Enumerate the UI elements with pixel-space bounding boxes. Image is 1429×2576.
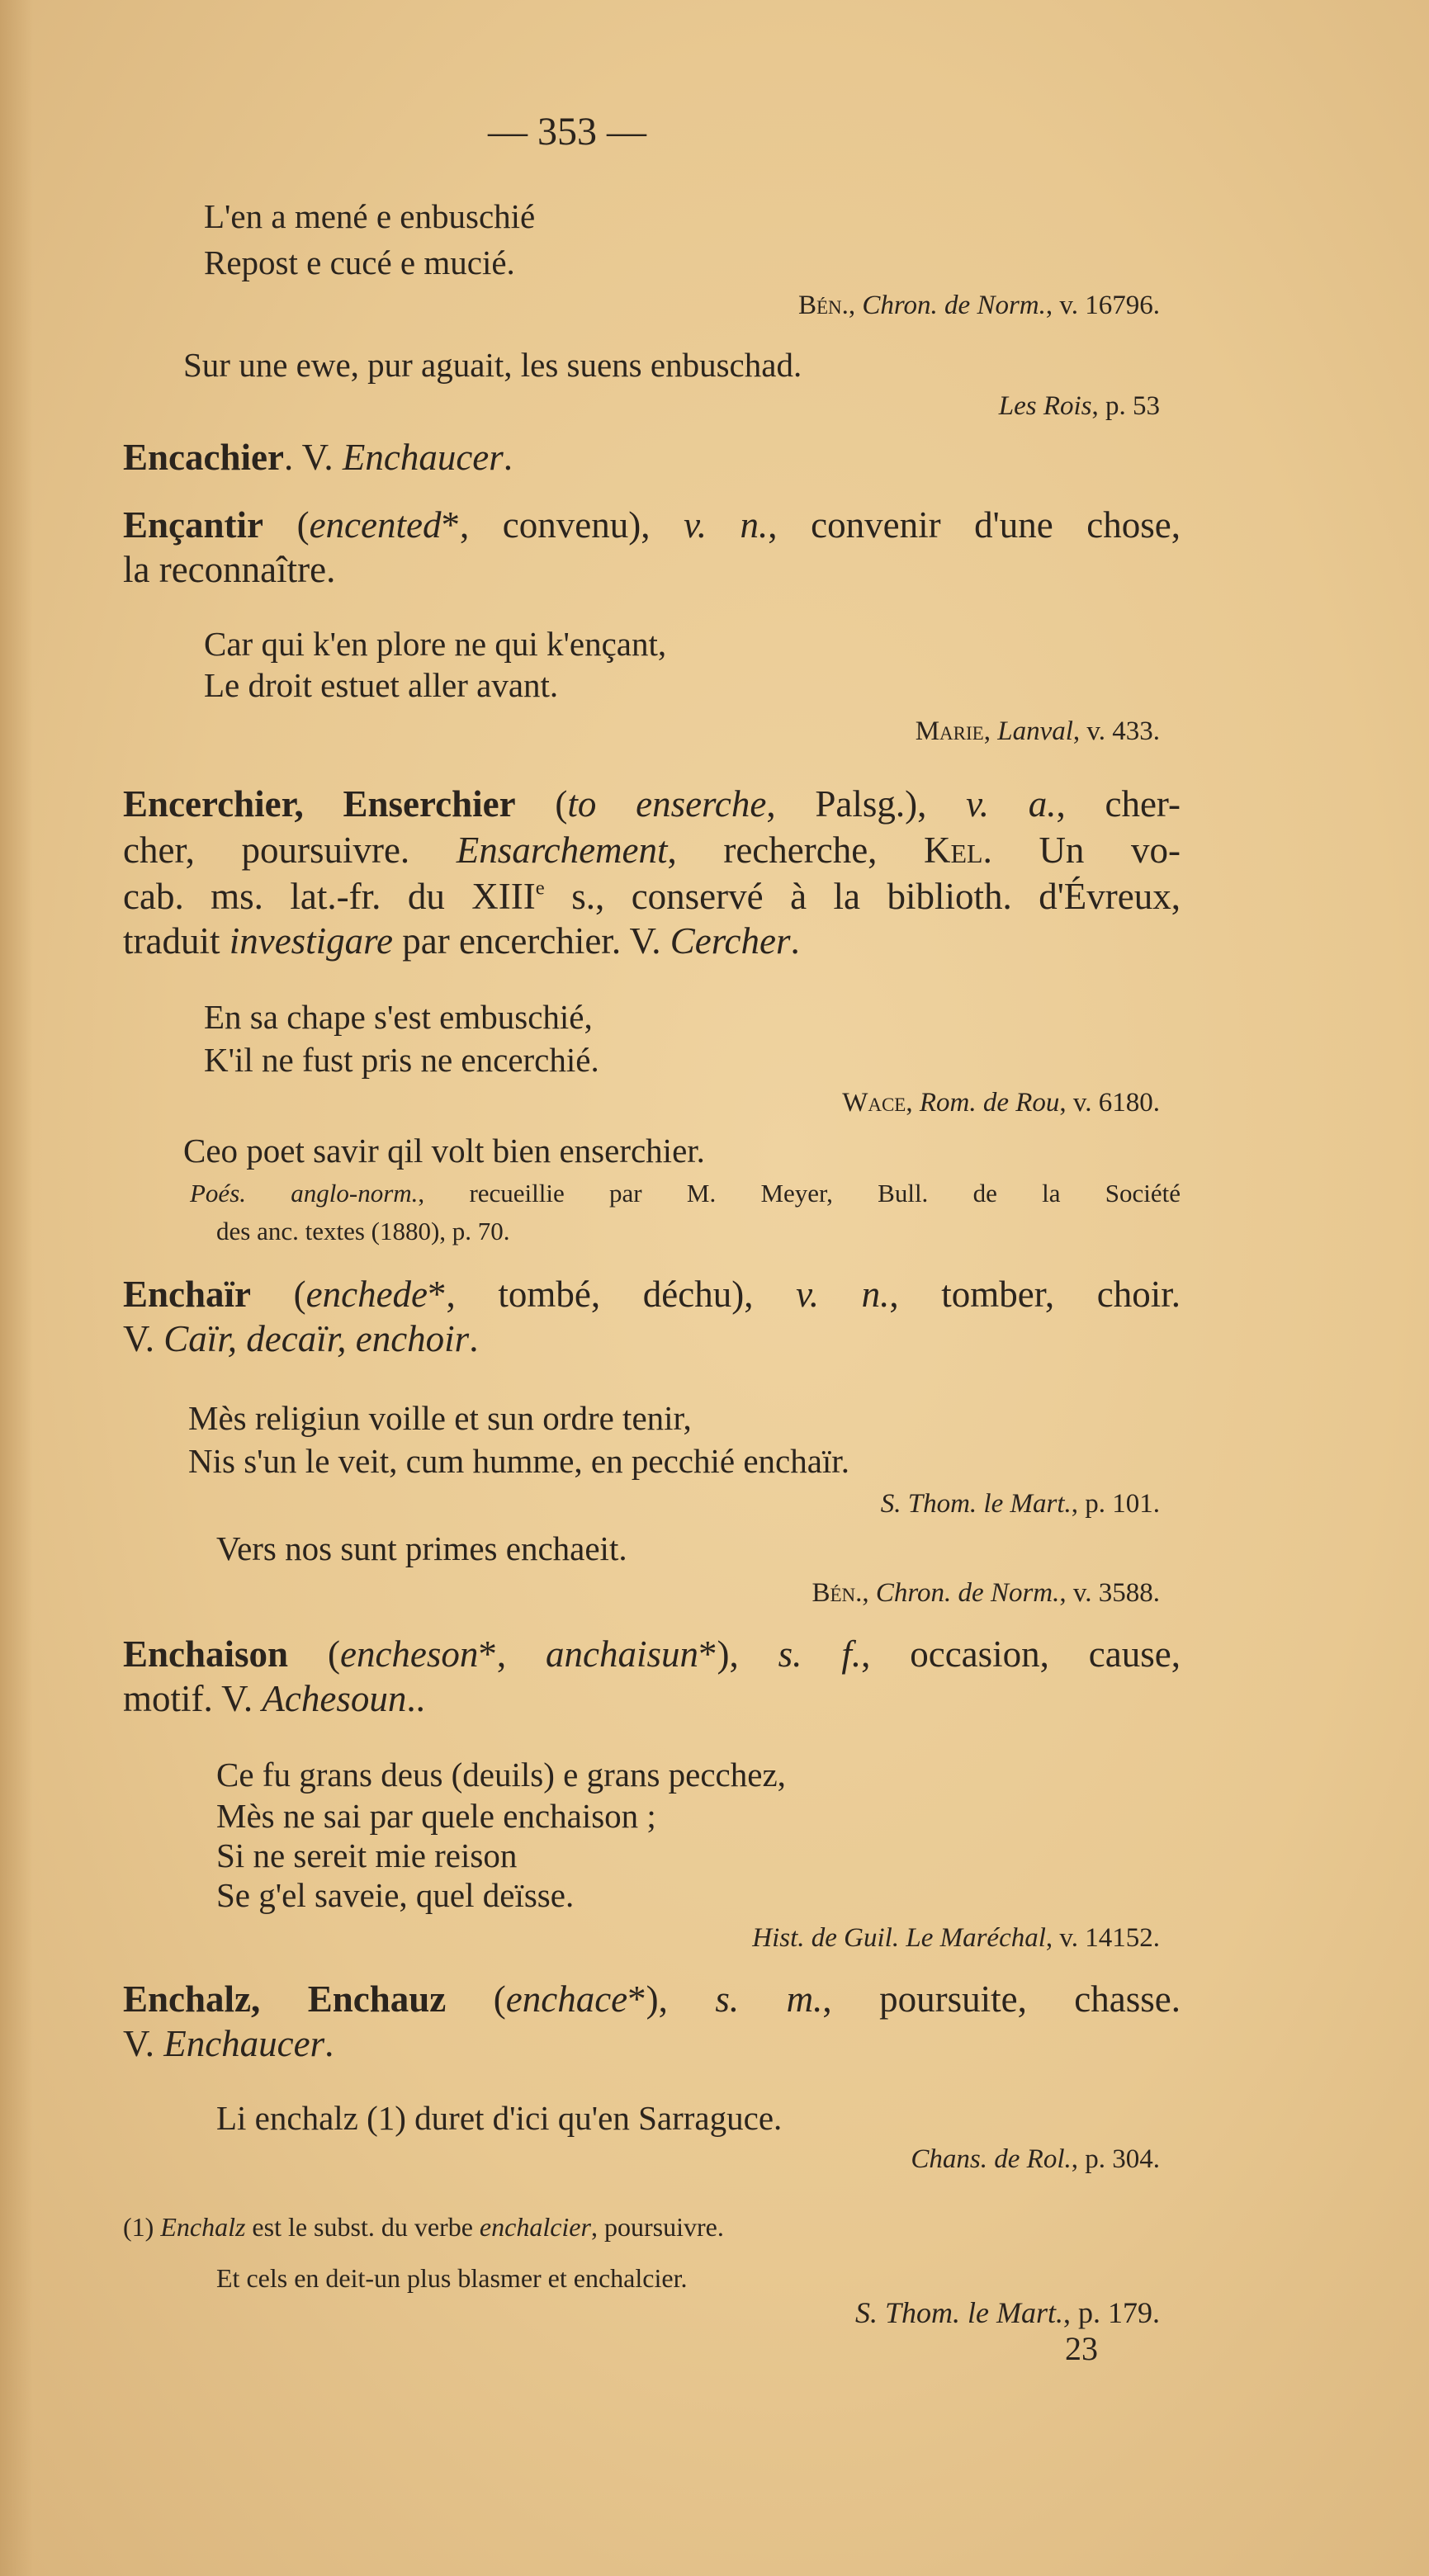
latin-word: investigare [229, 920, 393, 962]
verse-line: Si ne sereit mie reison [216, 1836, 518, 1874]
citation-work: Chron. de Norm. [862, 291, 1046, 320]
entry-line [123, 872, 1181, 921]
entry-enchaison [123, 1629, 1181, 1679]
entry-text: . [503, 437, 513, 478]
entry-enchalz [123, 1974, 1181, 2024]
citation-author: Bén. [798, 291, 849, 320]
entry-text: ( [288, 1633, 340, 1675]
verse-line: Sur une ewe, pur aguait, les suens enbuschad. [183, 346, 802, 384]
footnote-mark: (1) [123, 2212, 161, 2242]
entry-text: *, tombé, déchu), [428, 1274, 797, 1315]
citation-work: Chron. de Norm. [875, 1578, 1060, 1608]
entry-encachier [123, 432, 1181, 482]
entry-text: cab. ms. lat.-fr. du XIII [123, 876, 536, 917]
headword: Ençantir [123, 504, 264, 546]
citation-work: Hist. de Guil. Le Maréchal [752, 1923, 1046, 1953]
etymon: encheson [339, 1633, 479, 1675]
entry-text: s., conservé à la biblioth. d'Évreux, [544, 876, 1181, 917]
citation-ref: , v. 433. [1072, 716, 1160, 746]
entry-text: .. [406, 1678, 425, 1719]
entry-text: , cher- [1056, 783, 1181, 825]
entry-text: , poursuite, chasse. [822, 1978, 1181, 2020]
entry-text: , tomber, choir. [889, 1274, 1181, 1315]
citation-sep: , [906, 1088, 920, 1118]
entry-text: . [469, 1318, 479, 1359]
citation-author: Wace [842, 1088, 906, 1118]
verse-line: Ceo poet savir qil volt bien enserchier. [183, 1132, 705, 1170]
footnote [123, 2202, 724, 2252]
citation-ref: , v. 14152. [1045, 1923, 1160, 1953]
entry-text: ( [515, 783, 568, 825]
entry-text: . [790, 920, 800, 962]
etymon: enchede [305, 1274, 428, 1315]
entry-encantir [123, 500, 1181, 550]
entry-line: la reconnaître. [123, 549, 336, 590]
entry-text: , recherche, [667, 830, 925, 871]
citation [842, 1078, 1160, 1127]
citation-ref: , v. 16796. [1045, 291, 1160, 320]
citation-sep: , [862, 1578, 876, 1608]
etymon: anchaisun [546, 1633, 699, 1675]
citation-work: S. Thom. le Mart. [855, 2296, 1063, 2329]
citation-ref: , p. 53 [1091, 391, 1160, 421]
citation [855, 2288, 1160, 2337]
grammar: s. f. [778, 1633, 862, 1675]
cross-reference: Enchaucer [342, 437, 504, 478]
signature-mark: 23 [1065, 2330, 1098, 2367]
verse-line: En sa chape s'est embuschié, [204, 998, 593, 1036]
citation [812, 1568, 1161, 1618]
verse-line: Ce fu grans deus (deuils) e grans pecchez, [216, 1756, 786, 1794]
entry-enchair [123, 1269, 1181, 1319]
cross-reference: Cercher [670, 920, 791, 962]
entry-text: traduit [123, 920, 229, 962]
headword: Enchaison [123, 1633, 289, 1675]
entry-line [123, 825, 1181, 875]
citation-author: Bén. [812, 1578, 863, 1608]
cross-reference: Achesoun [262, 1678, 407, 1719]
entry-text: . [324, 2023, 334, 2064]
citation-sep: , [983, 716, 998, 746]
citation [911, 2134, 1160, 2184]
entry-text: . V. [283, 437, 343, 478]
entry-text: cher, poursuivre. [123, 830, 457, 871]
citation-work: Les Rois [998, 391, 1092, 421]
citation-ref: , p. 179. [1063, 2296, 1160, 2329]
entry-text: *, convenu), [441, 504, 684, 546]
entry-text: V. [123, 1318, 164, 1359]
verse-line: Car qui k'en plore ne qui k'ençant, [204, 625, 667, 663]
citation-sep: , [848, 291, 863, 320]
entry-text: ( [251, 1274, 306, 1315]
citation [916, 707, 1160, 756]
headword: Enchalz, Enchauz [123, 1978, 447, 2020]
headword: Encachier [123, 437, 284, 478]
citation-work: Poés. anglo-norm. [190, 1179, 419, 1208]
verse-line: L'en a mené e enbuschié [204, 197, 536, 235]
verse-line: K'il ne fust pris ne encerchié. [204, 1041, 599, 1079]
verse-line: Mès religiun voille et sun ordre tenir, [188, 1399, 692, 1437]
footnote-term: enchalcier [479, 2212, 591, 2242]
entry-text: *), [627, 1978, 716, 2020]
entry-text: , convenir d'une chose, [768, 504, 1181, 546]
headword: Encerchier, Enserchier [123, 783, 516, 825]
entry-text: motif. V. [123, 1678, 263, 1719]
headword: Enchaïr [123, 1274, 252, 1315]
entry-text: V. [123, 2023, 164, 2064]
verse-line: Se g'el saveie, quel deïsse. [216, 1876, 575, 1914]
citation-ref: , p. 304. [1071, 2144, 1160, 2174]
superscript: e [535, 877, 545, 900]
footnote-text: , poursuivre. [590, 2212, 724, 2242]
entry-line [123, 2019, 1181, 2068]
entry-text: ( [263, 504, 310, 546]
citation-work: Lanval [997, 716, 1073, 746]
etymon: encented [309, 504, 442, 546]
cross-reference: Caïr, decaïr, enchoir [163, 1318, 470, 1359]
grammar: v. a. [966, 783, 1057, 825]
footnote-verse: Et cels en deit-un plus blasmer et enchalcier. [216, 2263, 688, 2293]
citation-ref: , v. 6180. [1059, 1088, 1160, 1118]
entry-text: par encerchier. V. [393, 920, 670, 962]
entry-text: . Un vo- [982, 830, 1181, 871]
citation-work: Chans. de Rol. [911, 2144, 1072, 2174]
verse-line: Vers nos sunt primes enchaeit. [216, 1529, 627, 1567]
verse-line: Li enchalz (1) duret d'ici qu'en Sarraguce. [216, 2099, 783, 2137]
citation [752, 1913, 1160, 1963]
footnote-text: est le subst. du verbe [245, 2212, 480, 2242]
grammar: v. n. [684, 504, 769, 546]
etymon: to enserche [567, 783, 767, 825]
footnote-term: Enchalz [160, 2212, 246, 2242]
entry-text: ( [446, 1978, 506, 2020]
citation [881, 1479, 1160, 1529]
citation [798, 281, 1160, 330]
entry-line [123, 1314, 1181, 1364]
grammar: v. n. [796, 1274, 890, 1315]
verse-line: Nis s'un le veit, cum humme, en pecchié enchaïr. [188, 1442, 849, 1480]
entry-text: *, [478, 1633, 547, 1675]
grammar: s. m. [715, 1978, 823, 2020]
citation-work: S. Thom. le Mart. [880, 1489, 1072, 1519]
entry-text: , Palsg.), [766, 783, 967, 825]
citation-ref: , p. 101. [1071, 1489, 1160, 1519]
entry-encerchier [123, 779, 1181, 829]
entry-text: , occasion, cause, [861, 1633, 1181, 1675]
derived-form: Ensarchement [456, 830, 668, 871]
entry-text: *), [698, 1633, 778, 1675]
citation [999, 381, 1160, 431]
citation-ref: , v. 3588. [1059, 1578, 1160, 1608]
page-number: — 353 — [488, 110, 646, 154]
citation-author: Marie [915, 716, 984, 746]
verse-line: Repost e cucé e mucié. [204, 243, 515, 281]
page-edge-shadow [0, 0, 33, 2576]
citation-work: Rom. de Rou [919, 1088, 1060, 1118]
citation-ref: , recueillie par M. Meyer, Bull. de la Société [418, 1179, 1181, 1208]
etymon: enchace [505, 1978, 628, 2020]
cross-reference: Enchaucer [163, 2023, 325, 2064]
source-abbrev: Kel [924, 830, 983, 871]
entry-line [123, 916, 1181, 966]
verse-line: Mès ne sai par quele enchaison ; [216, 1797, 656, 1835]
citation-continued: des anc. textes (1880), p. 70. [216, 1217, 510, 1245]
verse-line: Le droit estuet aller avant. [204, 666, 559, 704]
entry-line [123, 1674, 1181, 1723]
